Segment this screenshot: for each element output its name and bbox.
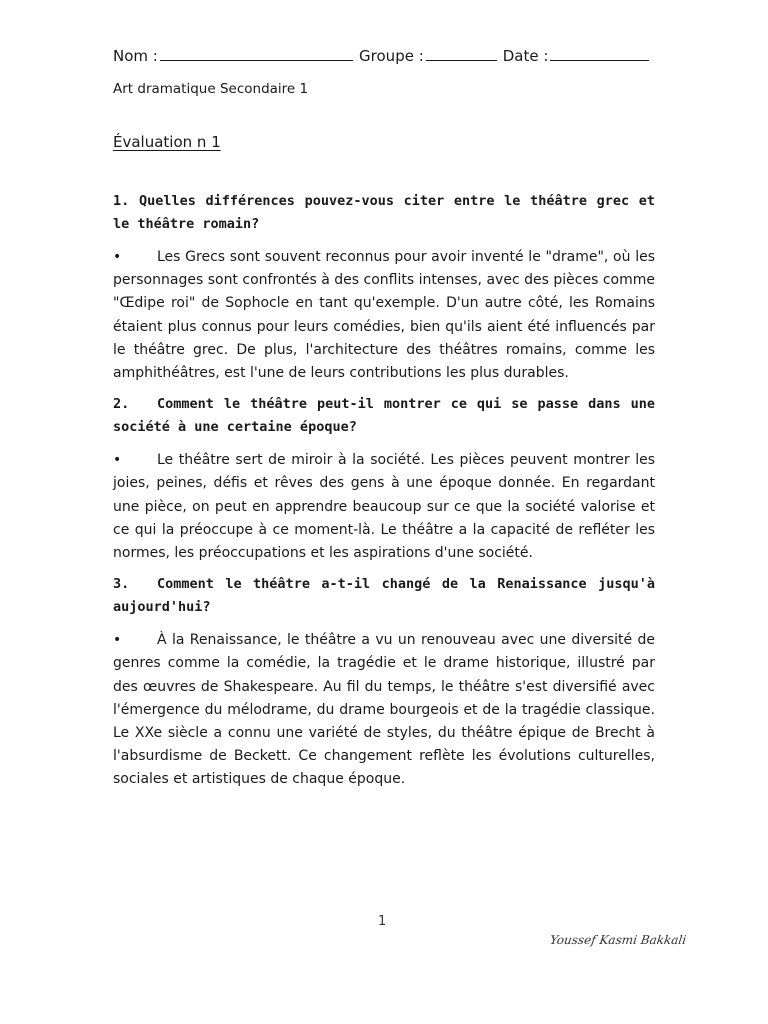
- name-label: Nom :: [113, 47, 158, 65]
- bullet-icon: •: [113, 249, 122, 265]
- question-2: [113, 393, 655, 439]
- author-signature: Youssef Kasmi Bakkali: [549, 933, 688, 947]
- evaluation-title: Évaluation n 1: [113, 133, 221, 151]
- bullet-icon: •: [113, 452, 122, 469]
- student-info-line: [113, 44, 655, 68]
- bullet-icon: •: [113, 632, 122, 649]
- question-1: [113, 190, 655, 236]
- answer-text: À la Renaissance, le théâtre a vu un renouveau avec une diversité de genres comme la comédie, la tragédie et le drame historique, illustré par des œuvres de Shakespeare. Au fil du temps, le théâtre s'est diversifié avec l'émergence du mélodrame, du drame bourgeois et de la tragédie classique. Le XXe siècle a connu une variété de styles, du théâtre épique de Brecht à l'absurdisme de Beckett. Ce changement reflète les évolutions culturelles, sociales et artistiques de chaque époque.: [113, 632, 655, 788]
- answer-1: [113, 246, 655, 385]
- answer-text: Le théâtre sert de miroir à la société. Les pièces peuvent montrer les joies, peines, défis et rêves des gens à une époque donnée. En regardant une pièce, on peut en apprendre beaucoup sur ce que la société valorise et ce qui la préoccupe à ce moment-là. Le théâtre a la capacité de refléter les normes, les préoccupations et les aspirations d'une société.: [113, 452, 655, 562]
- group-blank-field: [426, 46, 497, 61]
- question-number: 2.: [113, 396, 130, 413]
- answer-text: Les Grecs sont souvent reconnus pour avoir inventé le "drame", où les personnages sont confrontés à des conflits intenses, avec des pièces comme "Œdipe roi" de Sophocle en tant qu'exemple. D'un autre côté, les Romains étaient plus connus pour leurs comédies, bien qu'ils aient été influencés par le théâtre grec. De plus, l'architecture des théâtres romains, comme les amphithéâtres, est l'une de leurs contributions les plus durables.: [113, 249, 655, 382]
- group-label: Groupe :: [359, 47, 424, 65]
- answer-2: [113, 449, 655, 565]
- page-number: 1: [378, 914, 387, 929]
- answer-3: [113, 629, 655, 791]
- date-blank-field: [550, 46, 649, 61]
- question-text: Comment le théâtre peut-il montrer ce qui se passe dans une société à une certaine époque?: [113, 396, 655, 436]
- subject-line: Art dramatique Secondaire 1: [113, 81, 309, 97]
- document-page: [113, 44, 655, 792]
- date-label: Date :: [502, 47, 549, 65]
- question-3: [113, 573, 655, 619]
- question-text: Quelles différences pouvez-vous citer entre le théâtre grec et le théâtre romain?: [113, 193, 655, 232]
- name-blank-field: [160, 46, 353, 61]
- question-number: 3.: [113, 576, 130, 593]
- question-text: Comment le théâtre a-t-il changé de la Renaissance jusqu'à aujourd'hui?: [113, 576, 655, 616]
- question-number: 1.: [113, 193, 130, 209]
